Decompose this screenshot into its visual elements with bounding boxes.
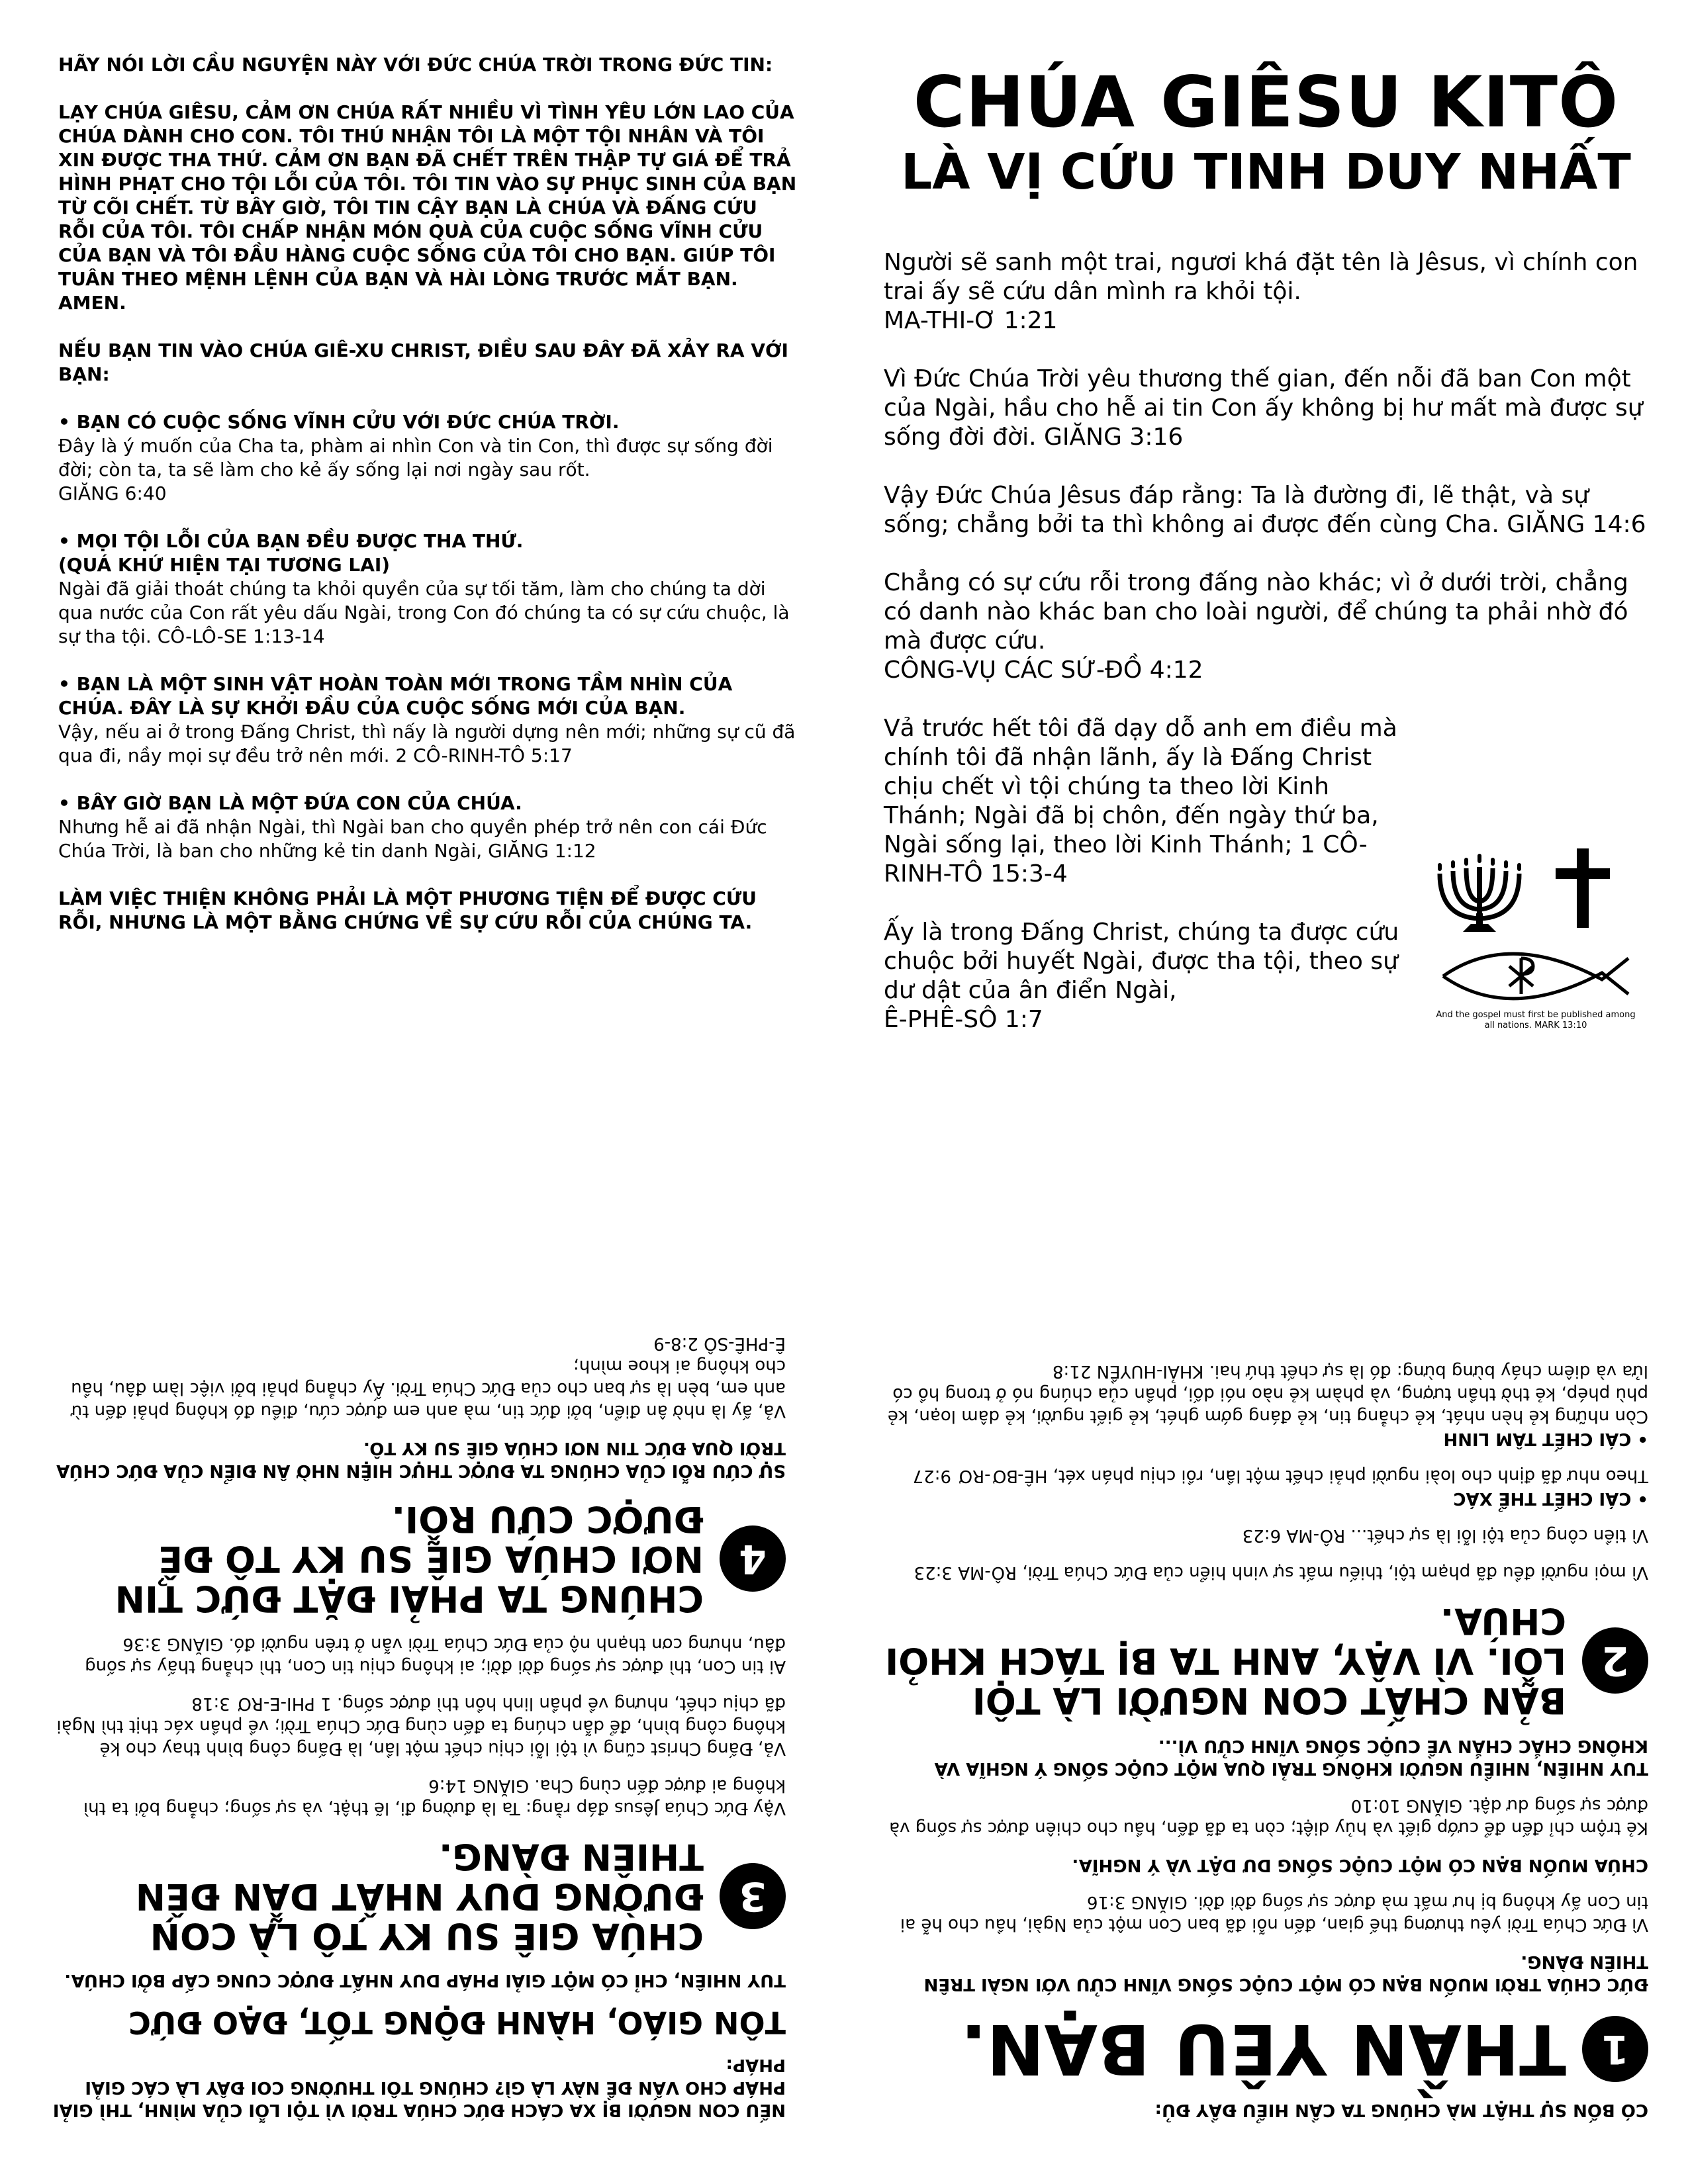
section-paragraph (884, 1465, 1648, 1510)
point-forgiven (58, 529, 798, 649)
section-paragraph: Ai tin Con, thì được sự sống đời đời; ai không chịu tin Con, thì chẳng thấy sự sống đâu, nhưng cơn thạnh nộ của Đức Chúa Trời vẫn ở trên người đó. GIĂNG 3:36 (85, 1634, 786, 1676)
point-eternal-life (58, 410, 798, 506)
verse-text: Vậy Đức Chúa Jêsus đáp rằng: Ta là đường đi, lẽ thật, và sự sống; chẳng bởi ta thì không ai được đến cùng Cha. (884, 482, 1589, 538)
prayer-panel (0, 0, 844, 1092)
section-paragraph: Vì mọi người đều đã phạm tội, thiếu mất sự vinh hiển của Đức Chúa Trời, RÔ-MA 3:23 (914, 1563, 1648, 1582)
section-paragraph: Vì Đức Chúa Trời yêu thương thế gian, đến nỗi đã ban Con một của Ngài, hầu cho hễ ai tin Con ấy không bị hư mất mà được sự sống đời đời. GIĂNG 3:16 (900, 1892, 1648, 1934)
section-1-header (884, 2009, 1648, 2089)
section-3-header (46, 1837, 786, 1956)
point-heading: • MỌI TỘI LỖI CỦA BẠN ĐỀU ĐƯỢC THA THỨ. (58, 530, 524, 552)
verse (884, 918, 1413, 1034)
section-number-badge: 3 (720, 1863, 786, 1929)
point-new-creation (58, 672, 798, 768)
point-heading: • BẠN CÓ CUỘC SỐNG VĨNH CỬU VỚI ĐỨC CHÚA TRỜI. (58, 411, 620, 433)
point-child-of-god (58, 792, 798, 863)
verse-ref: Ê-PHÊ-SÔ 1:7 (884, 1006, 1043, 1033)
verse-text: Chẳng có sự cứu rỗi trong đấng nào khác; vì ở dưới trời, chẳng có danh nào khác ban cho loài người, để chúng ta phải nhờ đó mà được cứu. (884, 569, 1628, 655)
section-paragraph: Vả, Đấng Christ cũng vì tội lỗi chịu chết một lần, là Đấng công bình thay cho kẻ không công bình, để dẫn chúng ta đến cùng Đức Chúa Trời; về phần xác thịt thì Ngài đã chịu chết, nhưng về phần linh hồn thì được sống. 1 PHI-E-RƠ 3:18 (56, 1694, 786, 1758)
prayer-heading: HÃY NÓI LỜI CẦU NGUYỆN NÀY VỚI ĐỨC CHÚA TRỜI TRONG ĐỨC TIN: (58, 54, 773, 75)
cross-icon (1556, 848, 1610, 928)
section-paragraph (884, 1360, 1648, 1450)
section-title: BẢN CHẤT CON NGƯỜI LÀ TỘI LỖI. VÌ VẬY, ANH TA BỊ TÁCH KHỎI CHÚA. (885, 1600, 1566, 1721)
section-4-header (46, 1499, 786, 1618)
verse (884, 714, 1413, 889)
section-paragraph: Kẻ trộm chỉ đến để cướp giết và hủy diệt; còn ta đã đến, hầu cho chiên được sự sống và được sự sống dư dật. GIĂNG 10:10 (889, 1796, 1648, 1838)
verse-ref: GIĂNG 3:16 (1044, 424, 1184, 451)
section-paragraph: CHÚA MUỐN BẠN CÓ MỘT CUỘC SỐNG DƯ DẬT VÀ Ý NGHĨA. (1072, 1855, 1648, 1875)
four-truths-intro: CÓ BỐN SỰ THẬT MÀ CHÚNG TA CẦN HIỂU ĐẦY ĐỦ: (1154, 2100, 1648, 2120)
point-ref: GIĂNG 6:40 (58, 482, 167, 504)
verse-text: Người sẽ sanh một trai, ngươi khá đặt tên là Jêsus, vì chính con trai ấy sẽ cứu dân mình ra khỏi tội. (884, 249, 1638, 305)
section-paragraph: Vậy Đức Chúa Jêsus đáp rằng: Ta là đường đi, lẽ thật, và sự sống; chẳng bởi ta thì không ai được đến cùng Cha. GIĂNG 14:6 (83, 1776, 786, 1818)
savior-panel (844, 0, 1688, 1092)
four-truths-panel (844, 1092, 1688, 2184)
point-ref: GIĂNG 1:12 (488, 840, 596, 862)
section-title: CHÚA GIÊ SU KY TÔ LÀ CON ĐƯỜNG DUY NHẤT DẪN ĐẾN THIÊN ĐÀNG. (135, 1836, 704, 1957)
point-heading: • BẠN LÀ MỘT SINH VẬT HOÀN TOÀN MỚI TRONG TẦM NHÌN CỦA CHÚA. ĐÂY LÀ SỰ KHỞI ĐẦU CỦA CUỘC SỐNG MỚI CỦA BẠN. (58, 673, 733, 719)
section-text: Còn những kẻ hèn nhát, kẻ chẳng tin, kẻ đáng gớm ghét, kẻ giết người, kẻ dâm loạn, kẻ phù phép, kẻ thờ thần tượng, và phàm kẻ nào nói dối, phần của chúng nó ở trong hồ có lửa và diêm cháy bừng bừng: đó là sự chết thứ hai. KHẢI-HUYỀN 21:8 (887, 1361, 1648, 1426)
section-subheading: • CÁI CHẾT TÂM LINH (1443, 1429, 1648, 1449)
verse (884, 481, 1648, 539)
solution-intro: NẾU CON NGƯỜI BỊ XA CÁCH ĐỨC CHÚA TRỜI VÌ TỘI LỖI CỦA MÌNH, THÌ GIẢI PHÁP CHO VẤN ĐỀ NÀY LÀ GÌ? CHÚNG TÔI THƯỜNG COI ĐÂY LÀ CÁC GIẢI PHÁP: (52, 2055, 786, 2120)
section-title: THẦN YÊU BẠN. (960, 2009, 1566, 2089)
point-ref: 2 CÔ-RINH-TÔ 5:17 (395, 745, 573, 766)
point-body: Ngài đã giải thoát chúng ta khỏi quyền của sự tối tăm, làm cho chúng ta dời qua nước của Con rất yêu dấu Ngài, trong Con đó chúng ta có sự cứu chuộc, là sự tha tội. (58, 578, 790, 647)
section-number-badge: 4 (720, 1525, 786, 1592)
verse-text: Vả trước hết tôi đã dạy dỗ anh em điều mà chính tôi đã nhận lãnh, ấy là Đấng Christ chịu chết vì tội chúng ta theo lời Kinh Thánh; Ngài đã bị chôn, đến ngày thứ ba, Ngài sống lại, theo lời Kinh Thánh; (884, 715, 1397, 858)
section-number-badge: 2 (1582, 1627, 1648, 1694)
if-believe-heading: NẾU BẠN TIN VÀO CHÚA GIÊ-XU CHRIST, ĐIỀU SAU ĐÂY ĐÃ XẢY RA VỚI BẠN: (58, 340, 788, 385)
section-paragraph: ĐỨC CHÚA TRỜI MUỐN BẠN CÓ MỘT CUỘC SỐNG VĨNH CỬU VỚI NGÀI TRÊN THIÊN ĐÀNG. (923, 1952, 1648, 1994)
verse-ref: CÔNG-VỤ CÁC SỨ-ĐỒ 4:12 (884, 657, 1203, 684)
point-body: Vậy, nếu ai ở trong Đấng Christ, thì nấy là người dựng nên mới; những sự cũ đã qua đi, nầy mọi sự đều trở nên mới. (58, 721, 796, 766)
point-body: Đây là ý muốn của Cha ta, phàm ai nhìn Con và tin Con, thì được sự sống đời đời; còn ta, ta sẽ làm cho kẻ ấy sống lại nơi ngày sau rốt. (58, 435, 773, 480)
section-number-badge: 1 (1582, 2016, 1648, 2082)
menorah-icon (1438, 854, 1521, 932)
symbols-graphic (1430, 841, 1642, 1006)
christian-symbols (1430, 841, 1642, 1046)
point-body: Nhưng hễ ai đã nhận Ngài, thì Ngài ban cho quyền phép trở nên con cái Đức Chúa Trời, là ban cho những kẻ tin danh Ngài, (58, 816, 767, 862)
point-ref: CÔ-LÔ-SE 1:13-14 (157, 625, 325, 647)
prayer-text: LẠY CHÚA GIÊSU, CẢM ƠN CHÚA RẤT NHIỀU VÌ TÌNH YÊU LỚN LAO CỦA CHÚA DÀNH CHO CON. TÔI THÚ NHẬN TÔI LÀ MỘT TỘI NHÂN VÀ TÔI XIN ĐƯỢC THA THỨ. CẢM ƠN BẠN ĐÃ CHẾT TRÊN THẬP TỰ GIÁ ĐỂ TRẢ HÌNH PHẠT CHO TỘI LỖI CỦA TÔI. TÔI TIN VÀO SỰ PHỤC SINH CỦA BẠN TỪ CÕI CHẾT. TỪ BÂY GIỜ, TÔI TIN CẬY BẠN LÀ CHÚA VÀ ĐẤNG CỨU RỖI CỦA TÔI. TÔI CHẤP NHẬN MÓN QUÀ CỦA CUỘC SỐNG VĨNH CỬU CỦA BẠN VÀ TÔI ĐẦU HÀNG CUỘC SỐNG CỦA TÔI CHO BẠN. GIÚP TÔI TUÂN THEO MỆNH LỆNH CỦA BẠN VÀ HÀI LÒNG TRƯỚC MẮT BẠN. AMEN. (58, 101, 797, 314)
section-text: Vả, ấy là nhờ ân điển, bởi đức tin, mà anh em được cứu, điều đó không phải đến từ anh em, bèn là sự ban cho của Đức Chúa Trời. Ấy chẳng phải bởi việc làm đâu, hầu cho không ai khoe mình; (71, 1356, 786, 1421)
verse (884, 365, 1648, 452)
section-paragraph: TUY NHIÊN, NHIỀU NGƯỜI KHÔNG TRẢI QUA MỘT CUỘC SỐNG Ý NGHĨA VÀ KHÔNG CHẮC CHẮN VỀ CUỘC SỐNG VĨNH CỬU VÌ... (934, 1736, 1648, 1778)
section-text: Theo như đã định cho loài người phải chết một lần, rồi chịu phán xét, HÊ-BƠ-RƠ 9:27 (912, 1466, 1648, 1486)
section-ref: Ê-PHÊ-SÔ 2:8-9 (653, 1334, 786, 1353)
section-2-header (884, 1601, 1648, 1720)
symbol-caption: And the gospel must first be published among all nations. MARK 13:10 (1436, 1010, 1636, 1030)
verse-ref: MA-THI-Ơ 1:21 (884, 307, 1058, 334)
verse (884, 569, 1648, 685)
main-subtitle: LÀ VỊ CỨU TINH DUY NHẤT (901, 144, 1631, 201)
main-title: CHÚA GIÊSU KITÔ (913, 62, 1619, 143)
verse-text: Ấy là trong Đấng Christ, chúng ta được cứu chuộc bởi huyết Ngài, được tha tội, theo sự dư dật của ân điển Ngài, (884, 919, 1399, 1004)
section-subheading: • CÁI CHẾT THỂ XÁC (1453, 1488, 1648, 1508)
verse-text: Vì Đức Chúa Trời yêu thương thế gian, đến nỗi đã ban Con một của Ngài, hầu cho hễ ai tin Con ấy không bị hư mất mà được sự sống đời đời. (884, 365, 1643, 451)
verse-ref: GIĂNG 14:6 (1507, 511, 1646, 538)
solution-options-title: TÔN GIÁO, HÀNH ĐỘNG TỐT, ĐẠO ĐỨC (128, 2005, 786, 2040)
section-paragraph (46, 1332, 786, 1422)
verse-ref: 1 CÔ-RINH-TÔ 15:3-4 (884, 831, 1368, 887)
section-paragraph: Vì tiền công của tội lỗi là sự chết... RÔ-MA 6:23 (1242, 1525, 1648, 1545)
section-title: CHÚNG TA PHẢI ĐẶT ĐỨC TIN NƠI CHÚA GIÊ SU KY TÔ ĐỂ ĐƯỢC CỨU RỖI. (115, 1498, 704, 1619)
point-subheading: (QUÁ KHỨ HIỆN TẠI TƯƠNG LAI) (58, 554, 391, 576)
ichthys-chi-rho-icon (1443, 954, 1628, 999)
section-paragraph: SỰ CỨU RỖI CỦA CHÚNG TA ĐƯỢC THỰC HIỆN NHỜ ÂN ĐIỂN CỦA ĐỨC CHÚA TRỜI QUA ĐỨC TIN NƠI CHÚA GIÊ SU KY TÔ. (56, 1438, 786, 1480)
works-note: LÀM VIỆC THIỆN KHÔNG PHẢI LÀ MỘT PHƯƠNG TIỆN ĐỂ ĐƯỢC CỨU RỖI, NHƯNG LÀ MỘT BẰNG CHỨNG VỀ SỰ CỨU RỖI CỦA CHÚNG TA. (58, 887, 757, 933)
verse (884, 248, 1648, 336)
point-heading: • BÂY GIỜ BẠN LÀ MỘT ĐỨA CON CỦA CHÚA. (58, 792, 522, 814)
solution-only-one: TUY NHIÊN, CHỈ CÓ MỘT GIẢI PHÁP DUY NHẤT ĐƯỢC CUNG CẤP BỞI CHÚA. (64, 1970, 786, 1990)
solution-panel (0, 1092, 844, 2184)
